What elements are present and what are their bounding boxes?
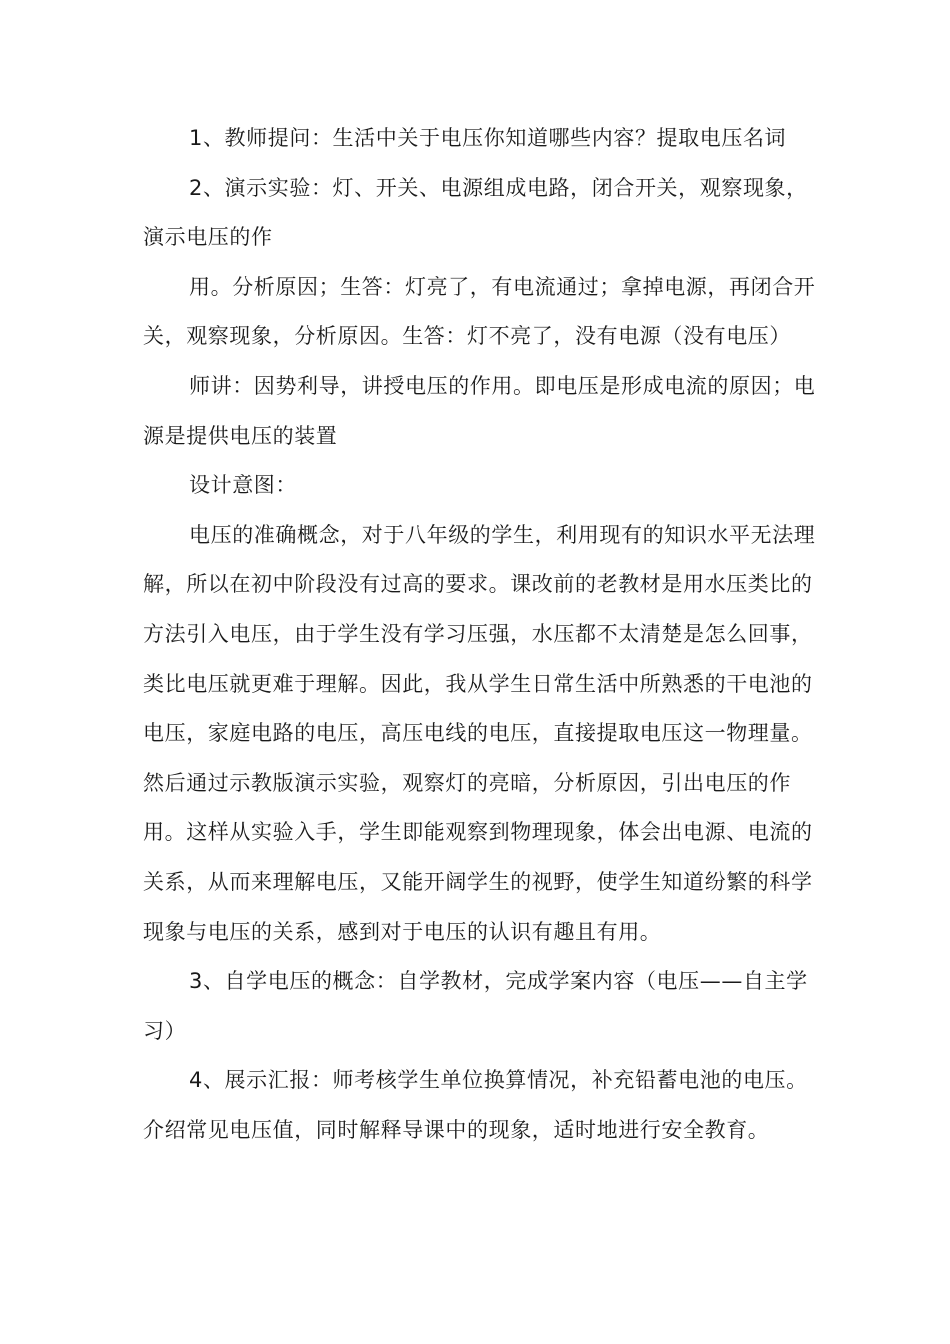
paragraph-step-2: 2、演示实验：灯、开关、电源组成电路，闭合开关，观察现象，演示电压的作	[143, 175, 808, 250]
document-body	[143, 114, 819, 1155]
paragraph-step-4: 4、展示汇报：师考核学生单位换算情况，补充铅蓄电池的电压。介绍常见电压值，同时解释导课中的现象，适时地进行安全教育。	[143, 1068, 808, 1142]
paragraph-step-3: 3、自学电压的概念：自学教材，完成学案内容（电压——自主学习）	[143, 969, 808, 1043]
paragraph-design-intent-heading: 设计意图：	[189, 473, 297, 498]
paragraph-teacher-explanation: 师讲：因势利导，讲授电压的作用。即电压是形成电流的原因；电源是提供电压的装置	[143, 373, 816, 448]
paragraph-step-1: 1、教师提问：生活中关于电压你知道哪些内容？提取电压名词	[189, 126, 787, 150]
paragraph-design-intent-body: 电压的准确概念，对于八年级的学生，利用现有的知识水平无法理解，所以在初中阶段没有过高的要求。课改前的老教材是用水压类比的方法引入电压，由于学生没有学习压强，水压都不太清楚是怎么回事，类比电压就更难于理解。因此，我从学生日常生活中所熟悉的干电池的电压，家庭电路的电压，高压电线的电压，直接提取电压这一物理量。然后通过示教版演示实验，观察灯的亮暗，分析原因，引出电压的作用。这样从实验入手，学生即能观察到物理现象，体会出电源、电流的关系，从而来理解电压，又能开阔学生的视野，使学生知道纷繁的科学现象与电压的关系，感到对于电压的认识有趣且有用。	[143, 522, 816, 944]
paragraph-step-2-continued: 用。分析原因；生答：灯亮了，有电流通过；拿掉电源，再闭合开关，观察现象，分析原因。生答：灯不亮了，没有电源（没有电压）	[143, 274, 816, 349]
